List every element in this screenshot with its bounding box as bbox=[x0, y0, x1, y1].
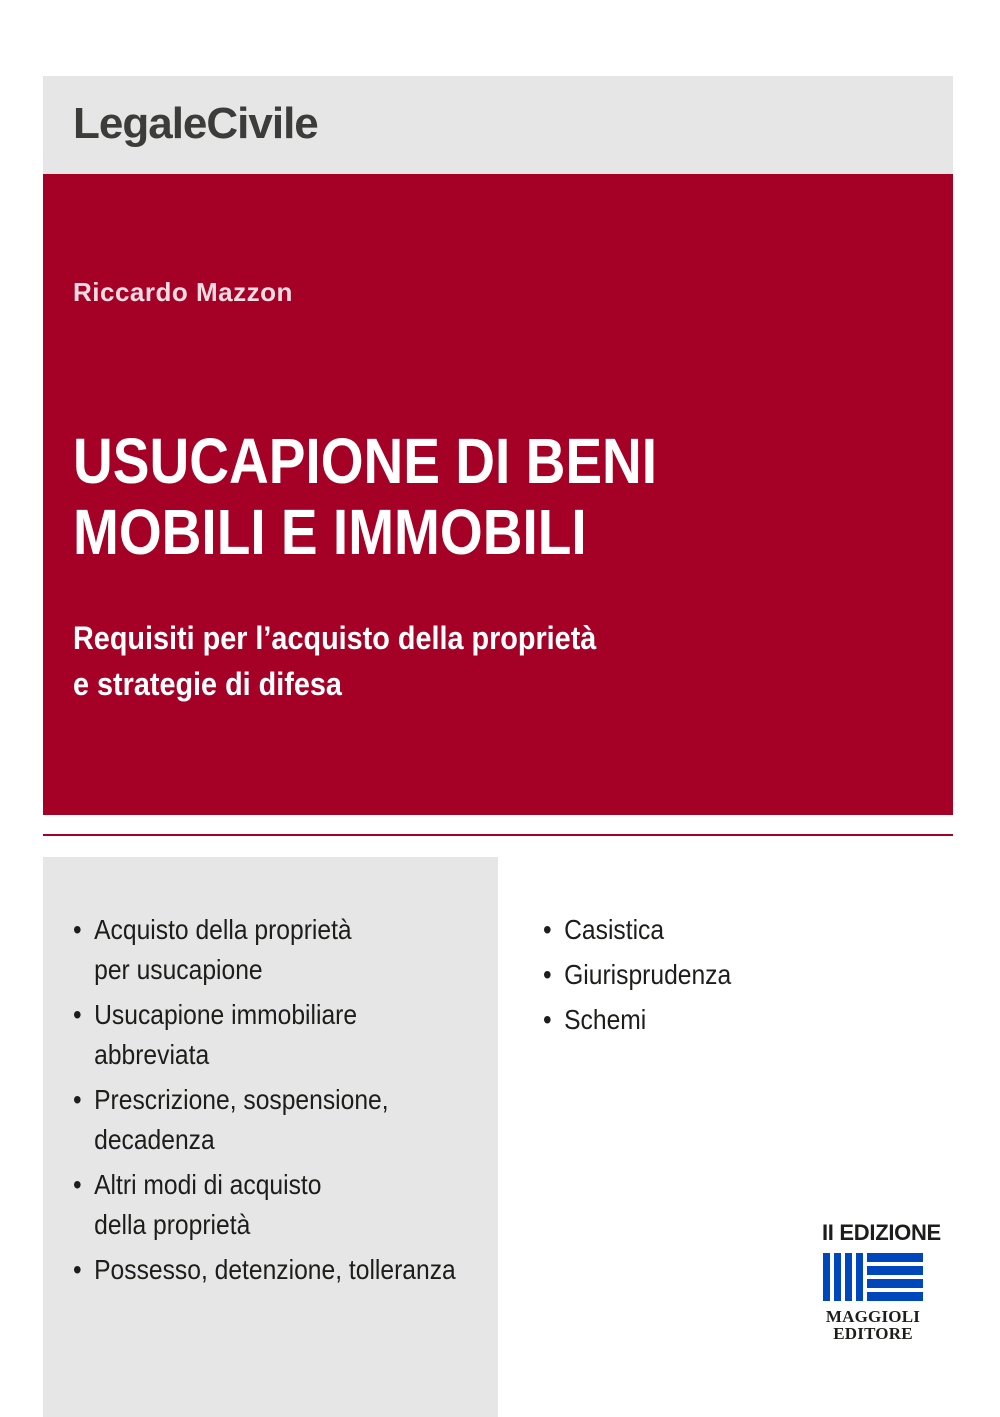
bullet-icon: • bbox=[73, 1084, 82, 1115]
book-subtitle bbox=[73, 615, 847, 707]
book-subtitle-line-1: Requisiti per l’acquisto della proprietà bbox=[73, 620, 597, 656]
publisher-logo bbox=[823, 1253, 923, 1342]
topic-item bbox=[73, 995, 443, 1075]
topic-line: della proprietà bbox=[94, 1209, 251, 1240]
topic-line: abbreviata bbox=[94, 1039, 210, 1070]
topic-line: Casistica bbox=[564, 914, 665, 945]
topic-item bbox=[73, 1165, 443, 1245]
maggioli-logo-icon bbox=[823, 1253, 923, 1303]
topic-item bbox=[543, 910, 877, 950]
bullet-icon: • bbox=[73, 999, 82, 1030]
publisher-line-2: EDITORE bbox=[833, 1324, 913, 1343]
topics-list-left bbox=[73, 910, 493, 1295]
series-band bbox=[43, 76, 953, 174]
topic-line: Giurisprudenza bbox=[564, 959, 732, 990]
bullet-icon: • bbox=[73, 914, 82, 945]
bullet-icon: • bbox=[543, 1004, 552, 1035]
topic-line: Acquisto della proprietà bbox=[94, 914, 352, 945]
topic-line: per usucapione bbox=[94, 954, 263, 985]
bullet-icon: • bbox=[73, 1169, 82, 1200]
topic-line: Usucapione immobiliare bbox=[94, 999, 358, 1030]
topic-item bbox=[543, 1000, 877, 1040]
topic-item bbox=[73, 1080, 443, 1160]
bullet-icon: • bbox=[73, 1254, 82, 1285]
book-title bbox=[73, 426, 813, 568]
publisher-name bbox=[823, 1308, 923, 1342]
topic-line: Possesso, detenzione, tolleranza bbox=[94, 1254, 456, 1285]
topics-list-right bbox=[543, 910, 923, 1045]
series-name: LegaleCivile bbox=[73, 99, 318, 148]
topic-line: Schemi bbox=[564, 1004, 647, 1035]
edition-label: II EDIZIONE bbox=[822, 1220, 941, 1245]
topic-line: Altri modi di acquisto bbox=[94, 1169, 322, 1200]
topic-item bbox=[73, 910, 443, 990]
topic-item bbox=[543, 955, 877, 995]
bullet-icon: • bbox=[543, 959, 552, 990]
topic-line: Prescrizione, sospensione, bbox=[94, 1084, 389, 1115]
book-title-line-1: USUCAPIONE DI BENI bbox=[73, 425, 658, 497]
author-name: Riccardo Mazzon bbox=[73, 277, 293, 307]
book-title-line-2: MOBILI E IMMOBILI bbox=[73, 496, 587, 568]
book-subtitle-line-2: e strategie di difesa bbox=[73, 666, 342, 702]
divider-rule bbox=[43, 834, 953, 836]
title-panel bbox=[43, 174, 953, 815]
topic-line: decadenza bbox=[94, 1124, 215, 1155]
publisher-line-1: MAGGIOLI bbox=[825, 1307, 921, 1326]
bullet-icon: • bbox=[543, 914, 552, 945]
topic-item bbox=[73, 1250, 456, 1290]
